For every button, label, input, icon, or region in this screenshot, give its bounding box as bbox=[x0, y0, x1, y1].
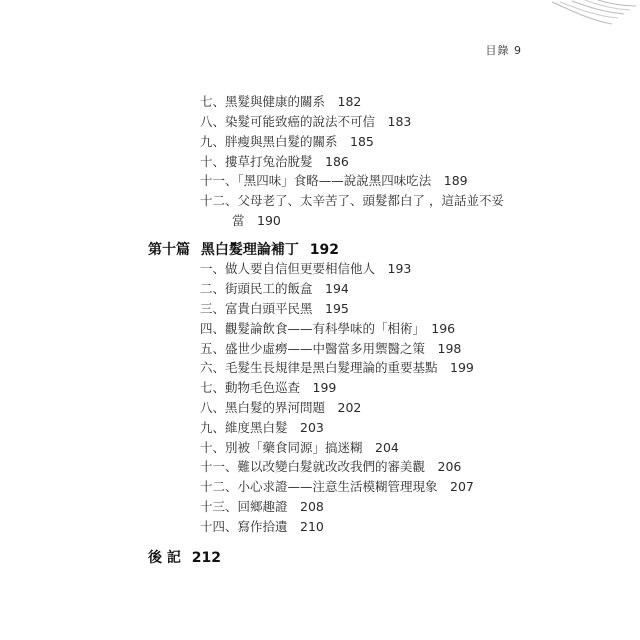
section-number: 第十篇 bbox=[148, 242, 190, 258]
toc-entry: 九、胖瘦與黑白髮的關系 185 bbox=[200, 134, 374, 149]
toc-entry: 四、觀髮論飲食——有科學味的「相術」 196 bbox=[200, 321, 456, 336]
toc-entry: 十一、「黑四味」食略——說說黑四味吃法 189 bbox=[200, 173, 468, 188]
toc-entry: 七、動物毛色巡查 199 bbox=[200, 380, 337, 395]
afterword-heading bbox=[148, 547, 221, 567]
toc-entry: 十一、難以改變白髮就改改我們的審美觀 206 bbox=[200, 459, 462, 474]
toc-entry: 一、做人要自信但更要相信他人 193 bbox=[200, 261, 412, 276]
section-heading bbox=[148, 239, 339, 259]
afterword-title: 後 記 bbox=[148, 550, 181, 566]
toc-entry: 七、黑髮與健康的關系 182 bbox=[200, 94, 362, 109]
section-title: 黑白髮理論補丁 bbox=[200, 242, 299, 258]
toc-entry: 八、黑白髮的界河問題 202 bbox=[200, 400, 362, 415]
toc-entry: 十三、回鄉趣證 208 bbox=[200, 499, 324, 514]
toc-entry: 十、摟草打兔治脫髮 186 bbox=[200, 154, 349, 169]
toc-entry: 三、富貴白頭平民黑 195 bbox=[200, 301, 349, 316]
toc-entry: 六、毛髮生長規律是黑白髮理論的重要基點 199 bbox=[200, 360, 474, 375]
header-chapter: 目錄 bbox=[485, 44, 510, 57]
toc-entry-continuation: 當 190 bbox=[232, 213, 281, 228]
toc-entry: 十二、小心求證——注意生活模糊管理現象 207 bbox=[200, 479, 474, 494]
toc-entry: 九、維度黑白髮 203 bbox=[200, 420, 324, 435]
toc-entry: 十、別被「藥食同源」搞迷糊 204 bbox=[200, 440, 399, 455]
afterword-page-number: 212 bbox=[191, 550, 221, 566]
section-page-number: 192 bbox=[309, 242, 339, 258]
header-page-number: 9 bbox=[514, 44, 522, 57]
toc-entry: 十二、父母老了、太辛苦了、頭髮都白了 ，這話並不妥 bbox=[200, 193, 504, 208]
toc-entry: 五、盛世少虛癆——中醫當多用禦醫之策 198 bbox=[200, 341, 462, 356]
toc-entry: 十四、寫作拾遺 210 bbox=[200, 519, 324, 534]
toc-entry: 二、街頭民工的飯盒 194 bbox=[200, 281, 349, 296]
toc-entry: 八、染髮可能致癌的說法不可信 183 bbox=[200, 114, 412, 129]
